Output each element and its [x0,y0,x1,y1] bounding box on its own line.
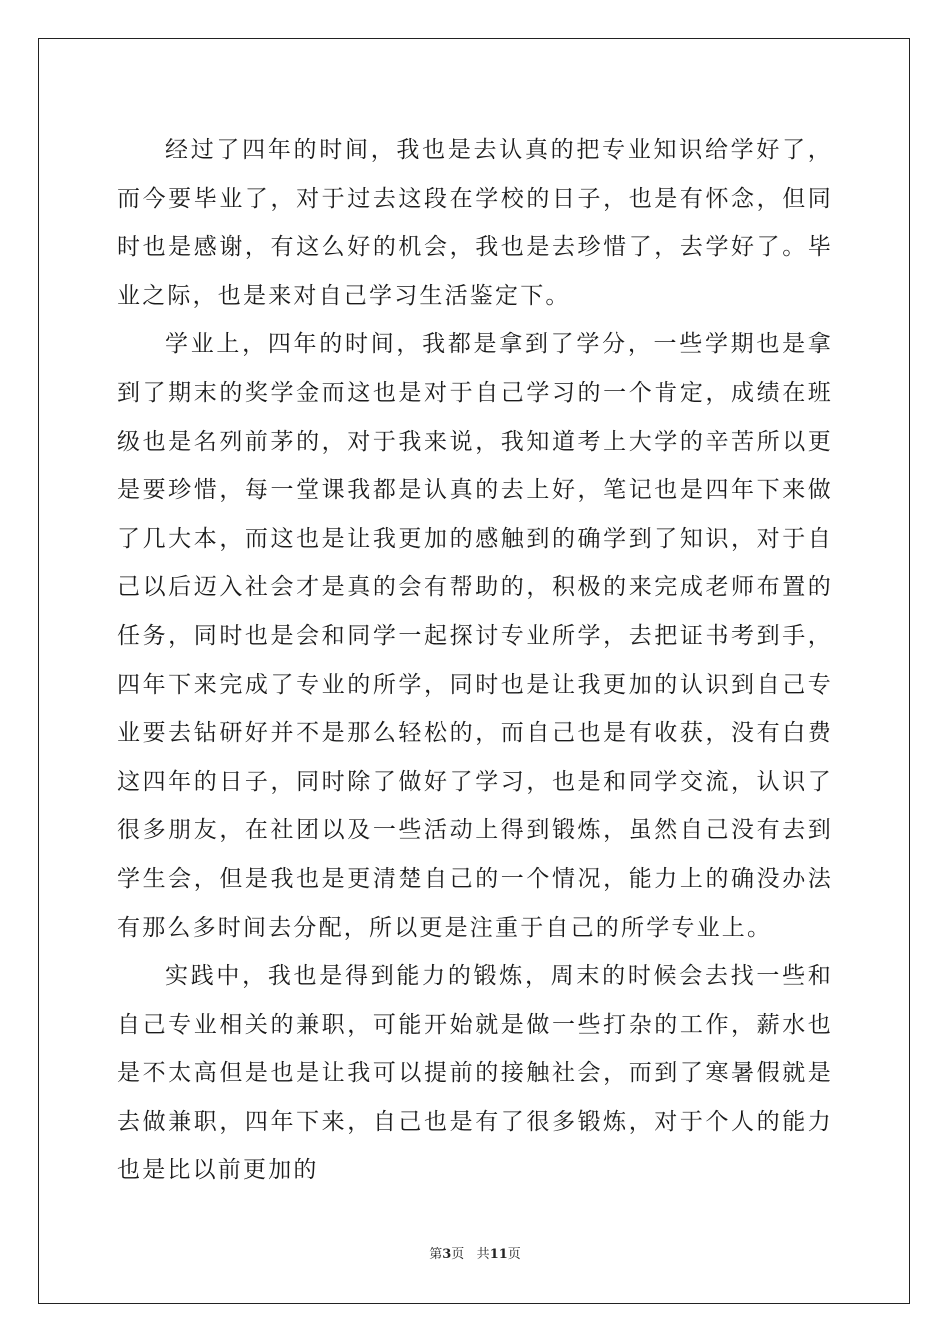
footer-total-prefix: 共 [476,1247,490,1262]
footer-current-page: 3 [442,1247,452,1262]
footer-total-pages: 11 [489,1247,508,1262]
document-body [117,126,833,1195]
footer-total-suffix: 页 [507,1247,521,1262]
footer-prefix: 第 [429,1247,443,1262]
page-footer [0,1246,950,1264]
paragraph-studies: 学业上，四年的时间，我都是拿到了学分，一些学期也是拿到了期末的奖学金而这也是对于自己学习的一个肯定，成绩在班级也是名列前茅的，对于我来说，我知道考上大学的辛苦所以更是要珍惜，每一堂课我都是认真的去上好，笔记也是四年下来做了几大本，而这也是让我更加的感触到的确学到了知识，对于自己以后迈入社会才是真的会有帮助的，积极的来完成老师布置的任务，同时也是会和同学一起探讨专业所学，去把证书考到手，四年下来完成了专业的所学，同时也是让我更加的认识到自己专业要去钻研好并不是那么轻松的，而自己也是有收获，没有白费这四年的日子，同时除了做好了学习，也是和同学交流，认识了很多朋友，在社团以及一些活动上得到锻炼，虽然自己没有去到学生会，但是我也是更清楚自己的一个情况，能力上的确没办法有那么多时间去分配，所以更是注重于自己的所学专业上。 [117,331,833,941]
footer-page-suffix: 页 [451,1247,465,1262]
paragraph-graduation-intro: 经过了四年的时间，我也是去认真的把专业知识给学好了，而今要毕业了，对于过去这段在学校的日子，也是有怀念，但同时也是感谢，有这么好的机会，我也是去珍惜了，去学好了。毕业之际，也是来对自己学习生活鉴定下。 [117,137,833,309]
paragraph-practice: 实践中，我也是得到能力的锻炼，周末的时候会去找一些和自己专业相关的兼职，可能开始就是做一些打杂的工作，薪水也是不太高但是也是让我可以提前的接触社会，而到了寒暑假就是去做兼职，四年下来，自己也是有了很多锻炼，对于个人的能力也是比以前更加的 [117,963,833,1184]
